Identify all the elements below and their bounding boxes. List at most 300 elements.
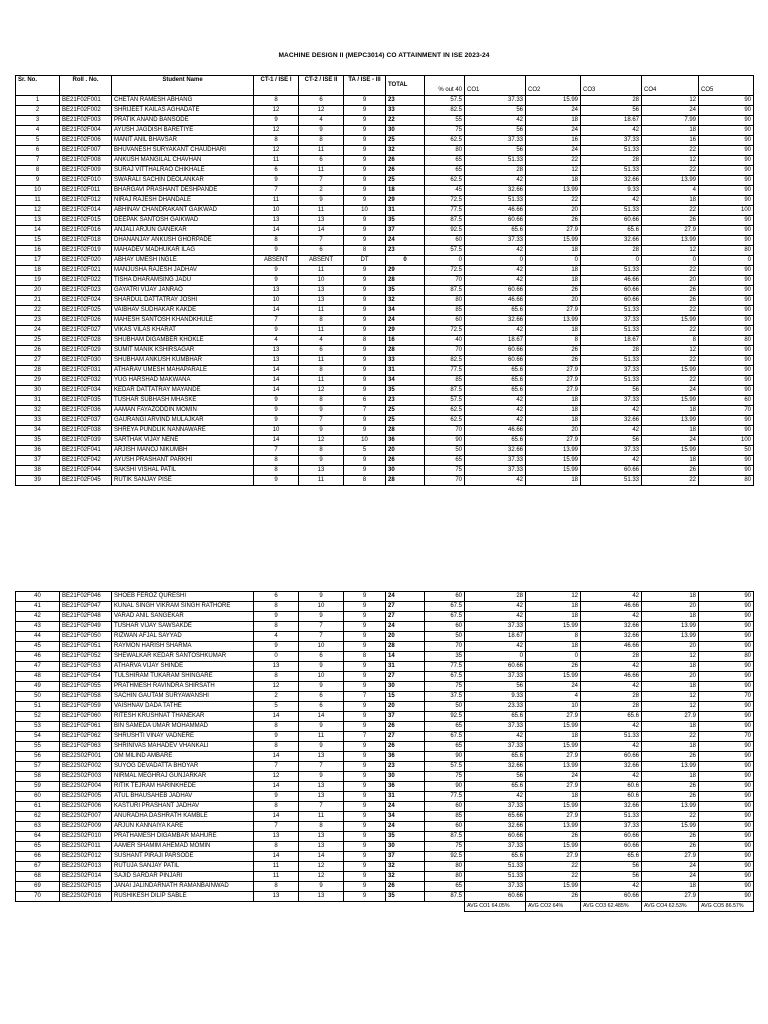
ct1-mark: 7 (254, 316, 299, 326)
ta-mark: 9 (344, 196, 386, 206)
roll-no: BE21F02F045 (60, 476, 112, 486)
roll-no: BE21F02F036 (60, 406, 112, 416)
co3-value: 51.33 (581, 376, 642, 386)
table-row (16, 762, 754, 772)
co3-value: 46.66 (581, 672, 642, 682)
co3-value: 42 (581, 426, 642, 436)
co1-value: 60.66 (465, 356, 526, 366)
percent-out-40: 82.5 (425, 356, 465, 366)
co1-value: 42 (465, 116, 526, 126)
ct2-mark: 11 (299, 326, 344, 336)
co3-value: 51.33 (581, 166, 642, 176)
co3-value: 51.33 (581, 146, 642, 156)
roll-no: BE21F02F003 (60, 116, 112, 126)
co4-value: 26 (642, 792, 699, 802)
table-row (16, 126, 754, 136)
total-mark: 31 (386, 366, 425, 376)
roll-no: BE21F02F041 (60, 446, 112, 456)
co4-value: 13.99 (642, 416, 699, 426)
sr-no: 29 (16, 376, 60, 386)
co3-value: 32.66 (581, 802, 642, 812)
co4-value: 24 (642, 436, 699, 446)
total-mark: 35 (386, 386, 425, 396)
ct1-mark: 12 (254, 106, 299, 116)
co1-value: 60.66 (465, 346, 526, 356)
co2-value: 15.99 (526, 722, 581, 732)
co5-value: 90 (699, 286, 754, 296)
table-row (16, 892, 754, 902)
roll-no: BE21F02F024 (60, 296, 112, 306)
header-co5: CO5 (699, 76, 754, 96)
table-row (16, 702, 754, 712)
ct1-mark: 13 (254, 892, 299, 902)
student-name: ATHARVA VIJAY SHINDE (112, 662, 254, 672)
ct1-mark: 9 (254, 476, 299, 486)
total-mark: 32 (386, 872, 425, 882)
student-name: SACHIN GAUTAM SURYAWANSHI (112, 692, 254, 702)
student-name: MANJUSHA RAJESH JADHAV (112, 266, 254, 276)
sr-no: 31 (16, 396, 60, 406)
total-mark: 24 (386, 622, 425, 632)
co2-value: 27.9 (526, 306, 581, 316)
co4-value: 18 (642, 742, 699, 752)
co2-value: 27.9 (526, 782, 581, 792)
ct1-mark: 11 (254, 872, 299, 882)
roll-no: BE21F02F011 (60, 186, 112, 196)
co2-value: 27.9 (526, 812, 581, 822)
co5-value: 90 (699, 126, 754, 136)
co2-value: 20 (526, 206, 581, 216)
co3-value: 51.33 (581, 812, 642, 822)
total-mark: 23 (386, 396, 425, 406)
co5-value: 90 (699, 782, 754, 792)
co3-value: 32.66 (581, 622, 642, 632)
co2-value: 27.9 (526, 712, 581, 722)
sr-no: 17 (16, 256, 60, 266)
total-mark: 24 (386, 316, 425, 326)
table-row (16, 376, 754, 386)
table-row (16, 802, 754, 812)
ct1-mark: 9 (254, 116, 299, 126)
sr-no: 34 (16, 426, 60, 436)
roll-no: BE22S02F016 (60, 892, 112, 902)
co4-value: 27.9 (642, 712, 699, 722)
ct2-mark: 10 (299, 602, 344, 612)
ct1-mark: 9 (254, 612, 299, 622)
roll-no: BE22S02F001 (60, 752, 112, 762)
co5-value: 90 (699, 612, 754, 622)
ct1-mark: 8 (254, 802, 299, 812)
ta-mark: 9 (344, 386, 386, 396)
co4-value: 12 (642, 246, 699, 256)
ct2-mark: 8 (299, 446, 344, 456)
student-name: BHARGAVI PRASHANT DESHPANDE (112, 186, 254, 196)
co4-value: 22 (642, 326, 699, 336)
table-row (16, 166, 754, 176)
total-mark: 0 (386, 256, 425, 266)
co2-value: 27.9 (526, 376, 581, 386)
ta-mark: 9 (344, 842, 386, 852)
total-mark: 30 (386, 842, 425, 852)
co2-value: 27.9 (526, 752, 581, 762)
total-mark: 37 (386, 712, 425, 722)
ta-mark: 9 (344, 802, 386, 812)
ta-mark: 9 (344, 416, 386, 426)
student-name: BHUVANESH SURYAKANT CHAUDHARI (112, 146, 254, 156)
ta-mark: 6 (344, 396, 386, 406)
percent-out-40: 75 (425, 682, 465, 692)
ct1-mark: 14 (254, 436, 299, 446)
ct2-mark: 7 (299, 622, 344, 632)
table-row (16, 466, 754, 476)
student-name: RAYMON HARISH SHARMA (112, 642, 254, 652)
roll-no: BE21F02F054 (60, 672, 112, 682)
ct2-mark: 6 (299, 652, 344, 662)
sr-no: 33 (16, 416, 60, 426)
co1-value: 42 (465, 176, 526, 186)
table-row (16, 742, 754, 752)
co5-value: 90 (699, 356, 754, 366)
co2-value: 27.9 (526, 226, 581, 236)
roll-no: BE21F02F055 (60, 682, 112, 692)
table-row (16, 692, 754, 702)
ct1-mark: 8 (254, 136, 299, 146)
co2-value: 13.99 (526, 762, 581, 772)
co2-value: 24 (526, 146, 581, 156)
co5-value: 90 (699, 106, 754, 116)
ct2-mark: 7 (299, 176, 344, 186)
ct1-mark: 10 (254, 206, 299, 216)
co3-value: 46.66 (581, 602, 642, 612)
co3-value: 9.33 (581, 186, 642, 196)
table-row (16, 286, 754, 296)
table-row (16, 366, 754, 376)
co5-value: 90 (699, 852, 754, 862)
co1-value: 42 (465, 476, 526, 486)
student-name: BIN SAMEDA UMAR MOHAMMAD (112, 722, 254, 732)
total-mark: 26 (386, 166, 425, 176)
ct2-mark: 7 (299, 802, 344, 812)
co3-value: 65.6 (581, 852, 642, 862)
ct2-mark: 7 (299, 416, 344, 426)
percent-out-40: 90 (425, 782, 465, 792)
percent-out-40: 92.5 (425, 712, 465, 722)
ct1-mark: 8 (254, 456, 299, 466)
percent-out-40: 67.5 (425, 602, 465, 612)
total-mark: 26 (386, 156, 425, 166)
percent-out-40: 62.5 (425, 136, 465, 146)
total-mark: 32 (386, 862, 425, 872)
co5-value: 90 (699, 136, 754, 146)
student-name: ARJUN KANNAIYA KARE (112, 822, 254, 832)
co2-value: 18 (526, 732, 581, 742)
co4-value: 18 (642, 882, 699, 892)
ct1-mark: 2 (254, 692, 299, 702)
co2-value: 26 (526, 356, 581, 366)
table-row (16, 672, 754, 682)
percent-out-40: 92.5 (425, 226, 465, 236)
student-name: TULSHIRAM TUKARAM SHINGARE (112, 672, 254, 682)
co1-value: 60.66 (465, 286, 526, 296)
roll-no: BE22S02F010 (60, 832, 112, 842)
percent-out-40: 70 (425, 276, 465, 286)
sr-no: 18 (16, 266, 60, 276)
total-mark: 15 (386, 692, 425, 702)
table-row (16, 396, 754, 406)
roll-no: BE21F02F002 (60, 106, 112, 116)
total-mark: 32 (386, 146, 425, 156)
roll-no: BE22S02F014 (60, 872, 112, 882)
total-mark: 34 (386, 812, 425, 822)
co3-value: 18.67 (581, 116, 642, 126)
co4-value: 22 (642, 146, 699, 156)
co5-value: 90 (699, 456, 754, 466)
ct1-mark: 6 (254, 166, 299, 176)
ct2-mark: 9 (299, 882, 344, 892)
table-row (16, 176, 754, 186)
co2-value: 27.9 (526, 852, 581, 862)
co1-value: 37.33 (465, 456, 526, 466)
roll-no: BE21F02F030 (60, 356, 112, 366)
sr-no: 27 (16, 356, 60, 366)
percent-out-40: 85 (425, 306, 465, 316)
percent-out-40: 70 (425, 476, 465, 486)
co1-value: 9.33 (465, 692, 526, 702)
co3-value: 60.66 (581, 842, 642, 852)
co2-value: 10 (526, 702, 581, 712)
co3-value: 60.66 (581, 296, 642, 306)
ta-mark: 8 (344, 476, 386, 486)
ta-mark: 9 (344, 622, 386, 632)
ta-mark: 9 (344, 96, 386, 106)
percent-out-40: 77.5 (425, 206, 465, 216)
co4-value: 22 (642, 732, 699, 742)
co4-value: 0 (642, 256, 699, 266)
roll-no: BE21F02F006 (60, 136, 112, 146)
student-name: SURAJ VITTHALRAO CHIKHALE (112, 166, 254, 176)
ct2-mark: ABSENT (299, 256, 344, 266)
roll-no: BE21F02F016 (60, 226, 112, 236)
co5-value: 90 (699, 316, 754, 326)
co2-value: 26 (526, 216, 581, 226)
sr-no: 63 (16, 822, 60, 832)
student-name: RITIK TEJRAM HARINKHEDE (112, 782, 254, 792)
ct1-mark: 14 (254, 852, 299, 862)
percent-out-40: 67.5 (425, 612, 465, 622)
co3-value: 60.6 (581, 792, 642, 802)
sr-no: 69 (16, 882, 60, 892)
co5-value: 90 (699, 426, 754, 436)
roll-no: BE21F02F007 (60, 146, 112, 156)
co4-value: 13.99 (642, 236, 699, 246)
co3-value: 51.33 (581, 326, 642, 336)
co3-value: 28 (581, 156, 642, 166)
ta-mark: 9 (344, 116, 386, 126)
roll-no: BE22S02F004 (60, 782, 112, 792)
total-mark: 36 (386, 782, 425, 792)
co3-value: 46.66 (581, 642, 642, 652)
co4-value: 18 (642, 682, 699, 692)
co2-value: 27.9 (526, 436, 581, 446)
ct1-mark: 13 (254, 346, 299, 356)
roll-no: BE22S02F005 (60, 792, 112, 802)
co4-value: 27.9 (642, 852, 699, 862)
co1-value: 42 (465, 612, 526, 622)
sr-no: 37 (16, 456, 60, 466)
total-mark: 30 (386, 772, 425, 782)
total-mark: 24 (386, 802, 425, 812)
ta-mark: 9 (344, 326, 386, 336)
avg-co4: AVG CO4 62.53% (642, 902, 699, 912)
roll-no: BE21F02F050 (60, 632, 112, 642)
co1-value: 32.66 (465, 762, 526, 772)
total-mark: 26 (386, 722, 425, 732)
ta-mark: 9 (344, 376, 386, 386)
co2-value: 18 (526, 792, 581, 802)
sr-no: 42 (16, 612, 60, 622)
percent-out-40: 87.5 (425, 216, 465, 226)
student-name: RUTUJA SANJAY PATIL (112, 862, 254, 872)
co5-value: 90 (699, 376, 754, 386)
co3-value: 51.33 (581, 306, 642, 316)
ta-mark: 9 (344, 782, 386, 792)
co4-value: 22 (642, 812, 699, 822)
roll-no: BE21F02F032 (60, 376, 112, 386)
co2-value: 22 (526, 156, 581, 166)
co1-value: 42 (465, 406, 526, 416)
ct2-mark: 6 (299, 702, 344, 712)
co4-value: 26 (642, 286, 699, 296)
roll-no: BE22S02F006 (60, 802, 112, 812)
avg-co2: AVG CO2 64% (526, 902, 581, 912)
total-mark: 28 (386, 346, 425, 356)
ct2-mark: 6 (299, 96, 344, 106)
ta-mark: 9 (344, 662, 386, 672)
co3-value: 65.6 (581, 712, 642, 722)
ct2-mark: 8 (299, 822, 344, 832)
ta-mark: 9 (344, 722, 386, 732)
co4-value: 24 (642, 872, 699, 882)
student-name: ANURADHA DASHRATH KAMBLE (112, 812, 254, 822)
sr-no: 25 (16, 336, 60, 346)
co2-value: 24 (526, 106, 581, 116)
student-name: KUNAL SINGH VIKRAM SINGH RATHORE (112, 602, 254, 612)
ta-mark: 9 (344, 762, 386, 772)
ct1-mark: 8 (254, 742, 299, 752)
co1-value: 51.33 (465, 872, 526, 882)
co5-value: 90 (699, 176, 754, 186)
student-name: SAJID SARDAR PINJARI (112, 872, 254, 882)
table-row (16, 266, 754, 276)
student-name: SUSHANT PIRAJI PARSODE (112, 852, 254, 862)
co1-value: 56 (465, 682, 526, 692)
sr-no: 54 (16, 732, 60, 742)
student-name: SHRUSHTI VINAY VADNERE (112, 732, 254, 742)
sr-no: 62 (16, 812, 60, 822)
co1-value: 37.33 (465, 96, 526, 106)
total-mark: 28 (386, 276, 425, 286)
total-mark: 23 (386, 762, 425, 772)
ta-mark: 9 (344, 456, 386, 466)
co2-value: 26 (526, 286, 581, 296)
co5-value: 80 (699, 246, 754, 256)
table-row (16, 276, 754, 286)
avg-co1: AVG CO1 64.05% (465, 902, 526, 912)
co3-value: 42 (581, 882, 642, 892)
student-name: RITESH KRUSHNAT THANEKAR (112, 712, 254, 722)
table-row (16, 96, 754, 106)
percent-out-40: 75 (425, 466, 465, 476)
ta-mark: 9 (344, 892, 386, 902)
ta-mark: 9 (344, 642, 386, 652)
co5-value: 90 (699, 186, 754, 196)
table-row (16, 196, 754, 206)
total-mark: 30 (386, 682, 425, 692)
co4-value: 18 (642, 406, 699, 416)
table-row (16, 782, 754, 792)
co5-value: 90 (699, 602, 754, 612)
table-row (16, 642, 754, 652)
student-name: SARTHAK VIJAY NENE (112, 436, 254, 446)
co3-value: 0 (581, 256, 642, 266)
co1-value: 60.66 (465, 832, 526, 842)
total-mark: 30 (386, 126, 425, 136)
table-row (16, 436, 754, 446)
ct2-mark: 13 (299, 296, 344, 306)
ct1-mark: 10 (254, 296, 299, 306)
total-mark: 35 (386, 832, 425, 842)
co2-value: 15.99 (526, 622, 581, 632)
student-name: GAYATRI VIJAY JANRAO (112, 286, 254, 296)
student-name: SAKSHI VISHAL PATIL (112, 466, 254, 476)
roll-no: BE21F02F010 (60, 176, 112, 186)
co5-value: 90 (699, 196, 754, 206)
ct2-mark: 4 (299, 116, 344, 126)
co4-value: 22 (642, 306, 699, 316)
ct1-mark: ABSENT (254, 256, 299, 266)
sr-no: 11 (16, 196, 60, 206)
co4-value: 18 (642, 612, 699, 622)
student-name: KEDAR DATTATRAY MAYANDE (112, 386, 254, 396)
sr-no: 21 (16, 296, 60, 306)
table-row (16, 622, 754, 632)
sr-no: 32 (16, 406, 60, 416)
sr-no: 7 (16, 156, 60, 166)
student-name: SUMIT MANIK KSHIRSAGAR (112, 346, 254, 356)
percent-out-40: 92.5 (425, 852, 465, 862)
co2-value: 16 (526, 136, 581, 146)
sr-no: 3 (16, 116, 60, 126)
co4-value: 18 (642, 662, 699, 672)
percent-out-40: 67.5 (425, 732, 465, 742)
ct2-mark: 12 (299, 106, 344, 116)
student-name: AAMAN FAYAZODDIN MOMIN (112, 406, 254, 416)
percent-out-40: 45 (425, 186, 465, 196)
ct1-mark: 7 (254, 822, 299, 832)
ct2-mark: 8 (299, 136, 344, 146)
sr-no: 16 (16, 246, 60, 256)
ct1-mark: 12 (254, 126, 299, 136)
ta-mark: 9 (344, 812, 386, 822)
sr-no: 15 (16, 236, 60, 246)
header-ct1: CT-1 / ISE I (254, 76, 299, 96)
ta-mark: 8 (344, 336, 386, 346)
co2-value: 0 (526, 256, 581, 266)
co1-value: 65.6 (465, 306, 526, 316)
table-row (16, 236, 754, 246)
ct1-mark: 8 (254, 882, 299, 892)
ta-mark: 9 (344, 286, 386, 296)
